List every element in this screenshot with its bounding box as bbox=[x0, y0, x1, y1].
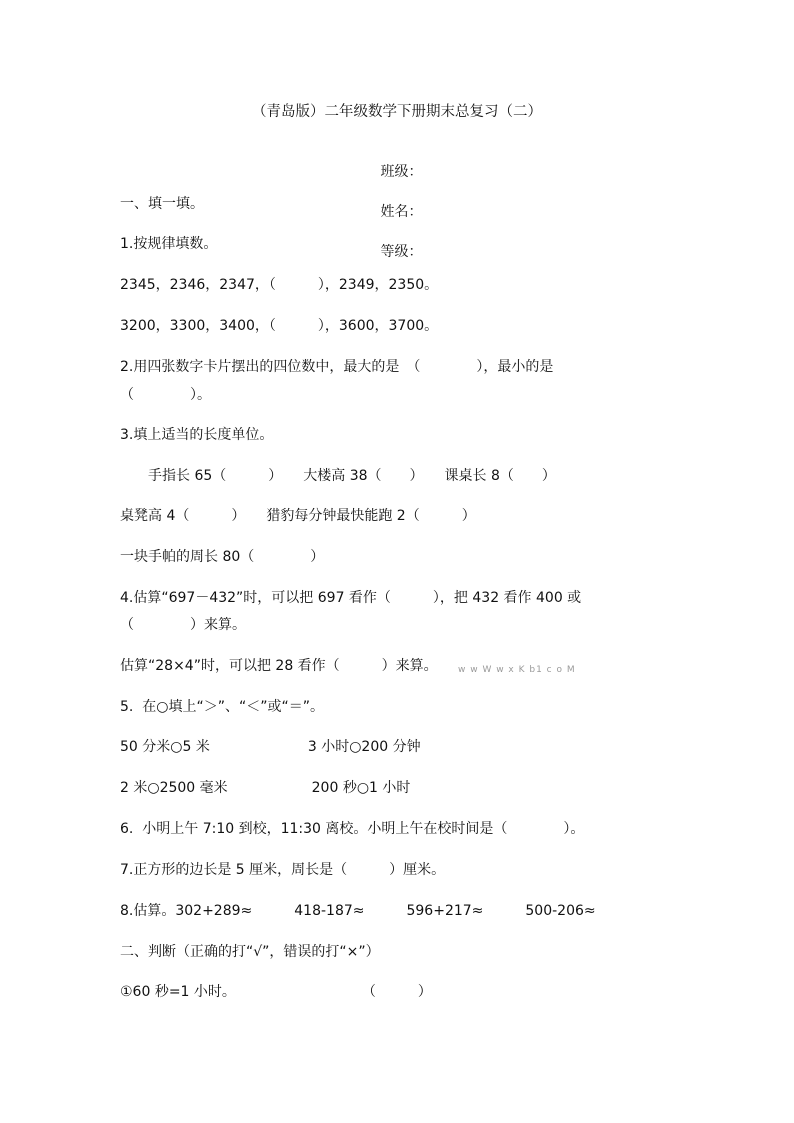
question-6: 6. 小明上午 7:10 到校，11:30 离校。小明上午在校时间是（ ）。 bbox=[120, 821, 585, 837]
question-3-b: 桌凳高 4（ ） 猎豹每分钟最快能跑 2（ ） bbox=[120, 508, 476, 524]
name-label: 姓名： bbox=[380, 204, 423, 220]
question-3-a: 手指长 65（ ） 大楼高 38（ ） 课桌长 8（ ） bbox=[120, 468, 556, 484]
judge-1: ①60 秒=1 小时。 （ ） bbox=[120, 984, 432, 1000]
question-5: 5. 在○填上“＞”、“＜”或“＝”。 bbox=[120, 699, 324, 715]
question-4-line-1: 4.估算“697－432”时，可以把 697 看作（ ），把 432 看作 400 或 bbox=[120, 590, 582, 606]
question-8: 8.估算。302+289≈ 418-187≈ 596+217≈ 500-206≈ bbox=[120, 903, 596, 919]
question-2-line-1: 2.用四张数字卡片摆出的四位数中，最大的是 （ ），最小的是 bbox=[120, 359, 554, 375]
watermark-text: w w W w x K b1 c o M bbox=[458, 665, 576, 675]
question-2-line-2: （ ）。 bbox=[120, 387, 211, 403]
question-5-a: 50 分米○5 米 3 小时○200 分钟 bbox=[120, 739, 421, 755]
question-1-b: 3200，3300，3400，（ ），3600，3700。 bbox=[120, 318, 439, 334]
section-heading-judge: 二、判断（正确的打“√”，错误的打“×”） bbox=[120, 944, 380, 960]
page-title: （青岛版）二年级数学下册期末总复习（二） bbox=[252, 104, 542, 120]
class-label: 班级： bbox=[380, 164, 423, 180]
question-4-line-2: （ ）来算。 bbox=[120, 617, 246, 633]
question-4-line-3: 估算“28×4”时，可以把 28 看作（ ）来算。 bbox=[120, 658, 438, 674]
question-5-b: 2 米○2500 毫米 200 秒○1 小时 bbox=[120, 780, 411, 796]
question-1: 1.按规律填数。 bbox=[120, 236, 218, 252]
grade-label: 等级： bbox=[380, 244, 423, 260]
question-3: 3.填上适当的长度单位。 bbox=[120, 427, 274, 443]
question-1-a: 2345，2346，2347，（ ），2349，2350。 bbox=[120, 277, 439, 293]
question-3-c: 一块手帕的周长 80（ ） bbox=[120, 549, 325, 565]
question-7: 7.正方形的边长是 5 厘米，周长是（ ）厘米。 bbox=[120, 862, 446, 878]
section-heading-fill: 一、填一填。 bbox=[120, 196, 204, 212]
